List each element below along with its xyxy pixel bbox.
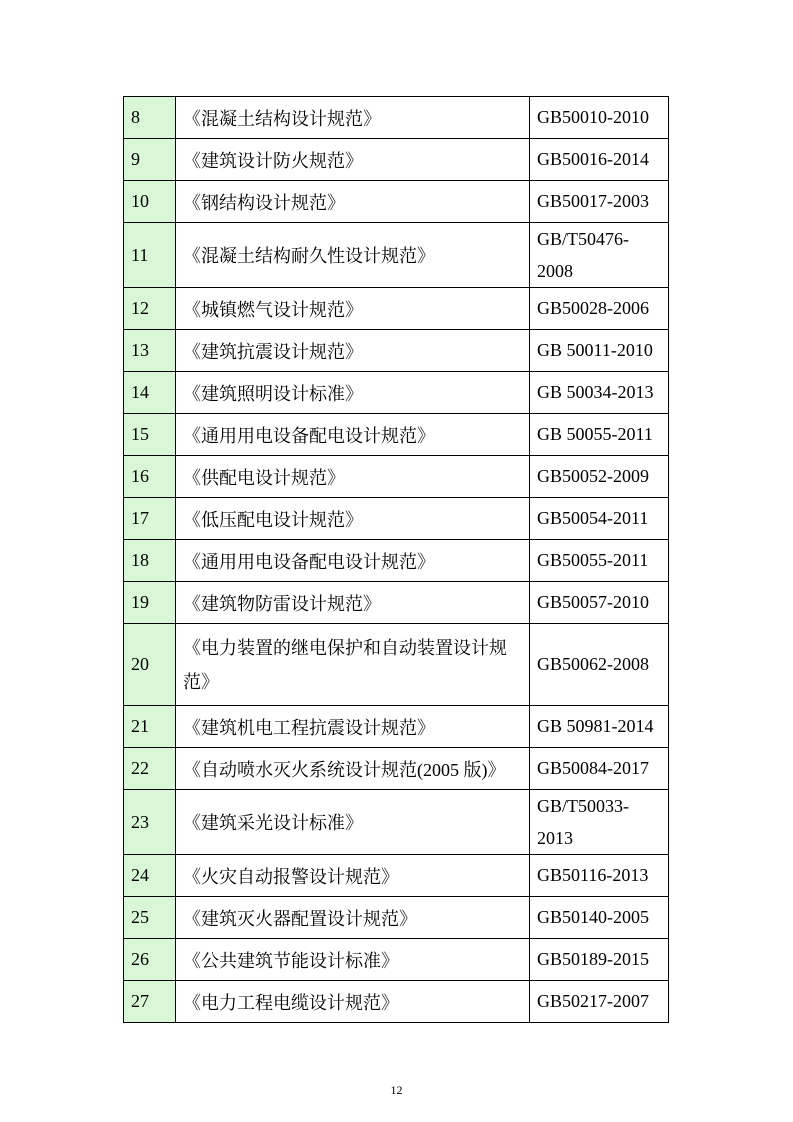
row-number: 18 (124, 540, 176, 582)
table-row (124, 582, 669, 624)
standard-name: 《电力装置的继电保护和自动装置设计规范》 (176, 624, 530, 706)
table-row (124, 223, 669, 288)
standard-name: 《供配电设计规范》 (176, 456, 530, 498)
row-number: 13 (124, 330, 176, 372)
standard-code: GB50057-2010 (530, 582, 669, 624)
table-row (124, 414, 669, 456)
standard-name: 《建筑设计防火规范》 (176, 139, 530, 181)
row-number: 16 (124, 456, 176, 498)
standard-code: GB 50055-2011 (530, 414, 669, 456)
table-row (124, 97, 669, 139)
table-row (124, 540, 669, 582)
row-number: 8 (124, 97, 176, 139)
table-row (124, 939, 669, 981)
standard-name: 《电力工程电缆设计规范》 (176, 981, 530, 1023)
table-row (124, 855, 669, 897)
table-row (124, 139, 669, 181)
standard-name: 《混凝土结构设计规范》 (176, 97, 530, 139)
table-row (124, 498, 669, 540)
row-number: 20 (124, 624, 176, 706)
standard-code: GB/T50033-2013 (530, 790, 669, 855)
page-number: 12 (390, 1083, 403, 1097)
standard-code: GB50062-2008 (530, 624, 669, 706)
standard-name: 《建筑照明设计标准》 (176, 372, 530, 414)
row-number: 26 (124, 939, 176, 981)
standard-name: 《建筑灭火器配置设计规范》 (176, 897, 530, 939)
standard-name: 《自动喷水灭火系统设计规范(2005 版)》 (176, 748, 530, 790)
standard-name: 《城镇燃气设计规范》 (176, 288, 530, 330)
row-number: 12 (124, 288, 176, 330)
standard-name: 《火灾自动报警设计规范》 (176, 855, 530, 897)
standard-name: 《低压配电设计规范》 (176, 498, 530, 540)
table-row (124, 706, 669, 748)
row-number: 10 (124, 181, 176, 223)
standard-name: 《公共建筑节能设计标准》 (176, 939, 530, 981)
row-number: 21 (124, 706, 176, 748)
row-number: 23 (124, 790, 176, 855)
table-row (124, 790, 669, 855)
standard-code: GB50084-2017 (530, 748, 669, 790)
standard-code: GB50054-2011 (530, 498, 669, 540)
table-row (124, 330, 669, 372)
table-row (124, 372, 669, 414)
row-number: 17 (124, 498, 176, 540)
standard-code: GB50116-2013 (530, 855, 669, 897)
standard-name: 《建筑采光设计标准》 (176, 790, 530, 855)
table-row (124, 181, 669, 223)
standard-name: 《混凝土结构耐久性设计规范》 (176, 223, 530, 288)
row-number: 15 (124, 414, 176, 456)
standards-table (123, 96, 669, 1023)
standard-code: GB50010-2010 (530, 97, 669, 139)
row-number: 11 (124, 223, 176, 288)
table-row (124, 288, 669, 330)
standard-code: GB50016-2014 (530, 139, 669, 181)
standard-name: 《通用用电设备配电设计规范》 (176, 414, 530, 456)
standard-code: GB 50011-2010 (530, 330, 669, 372)
table-row (124, 897, 669, 939)
standard-code: GB50189-2015 (530, 939, 669, 981)
row-number: 19 (124, 582, 176, 624)
standard-code: GB50028-2006 (530, 288, 669, 330)
standard-code: GB50017-2003 (530, 181, 669, 223)
standard-name: 《通用用电设备配电设计规范》 (176, 540, 530, 582)
table-row (124, 981, 669, 1023)
table-row (124, 624, 669, 706)
standard-code: GB/T50476-2008 (530, 223, 669, 288)
standard-code: GB 50981-2014 (530, 706, 669, 748)
row-number: 9 (124, 139, 176, 181)
table-row (124, 748, 669, 790)
standard-name: 《建筑机电工程抗震设计规范》 (176, 706, 530, 748)
standard-code: GB50052-2009 (530, 456, 669, 498)
standard-code: GB 50034-2013 (530, 372, 669, 414)
row-number: 24 (124, 855, 176, 897)
row-number: 27 (124, 981, 176, 1023)
standard-name: 《钢结构设计规范》 (176, 181, 530, 223)
standard-name: 《建筑抗震设计规范》 (176, 330, 530, 372)
row-number: 14 (124, 372, 176, 414)
standard-code: GB50140-2005 (530, 897, 669, 939)
row-number: 22 (124, 748, 176, 790)
row-number: 25 (124, 897, 176, 939)
standard-code: GB50055-2011 (530, 540, 669, 582)
table-row (124, 456, 669, 498)
standard-name: 《建筑物防雷设计规范》 (176, 582, 530, 624)
standard-code: GB50217-2007 (530, 981, 669, 1023)
